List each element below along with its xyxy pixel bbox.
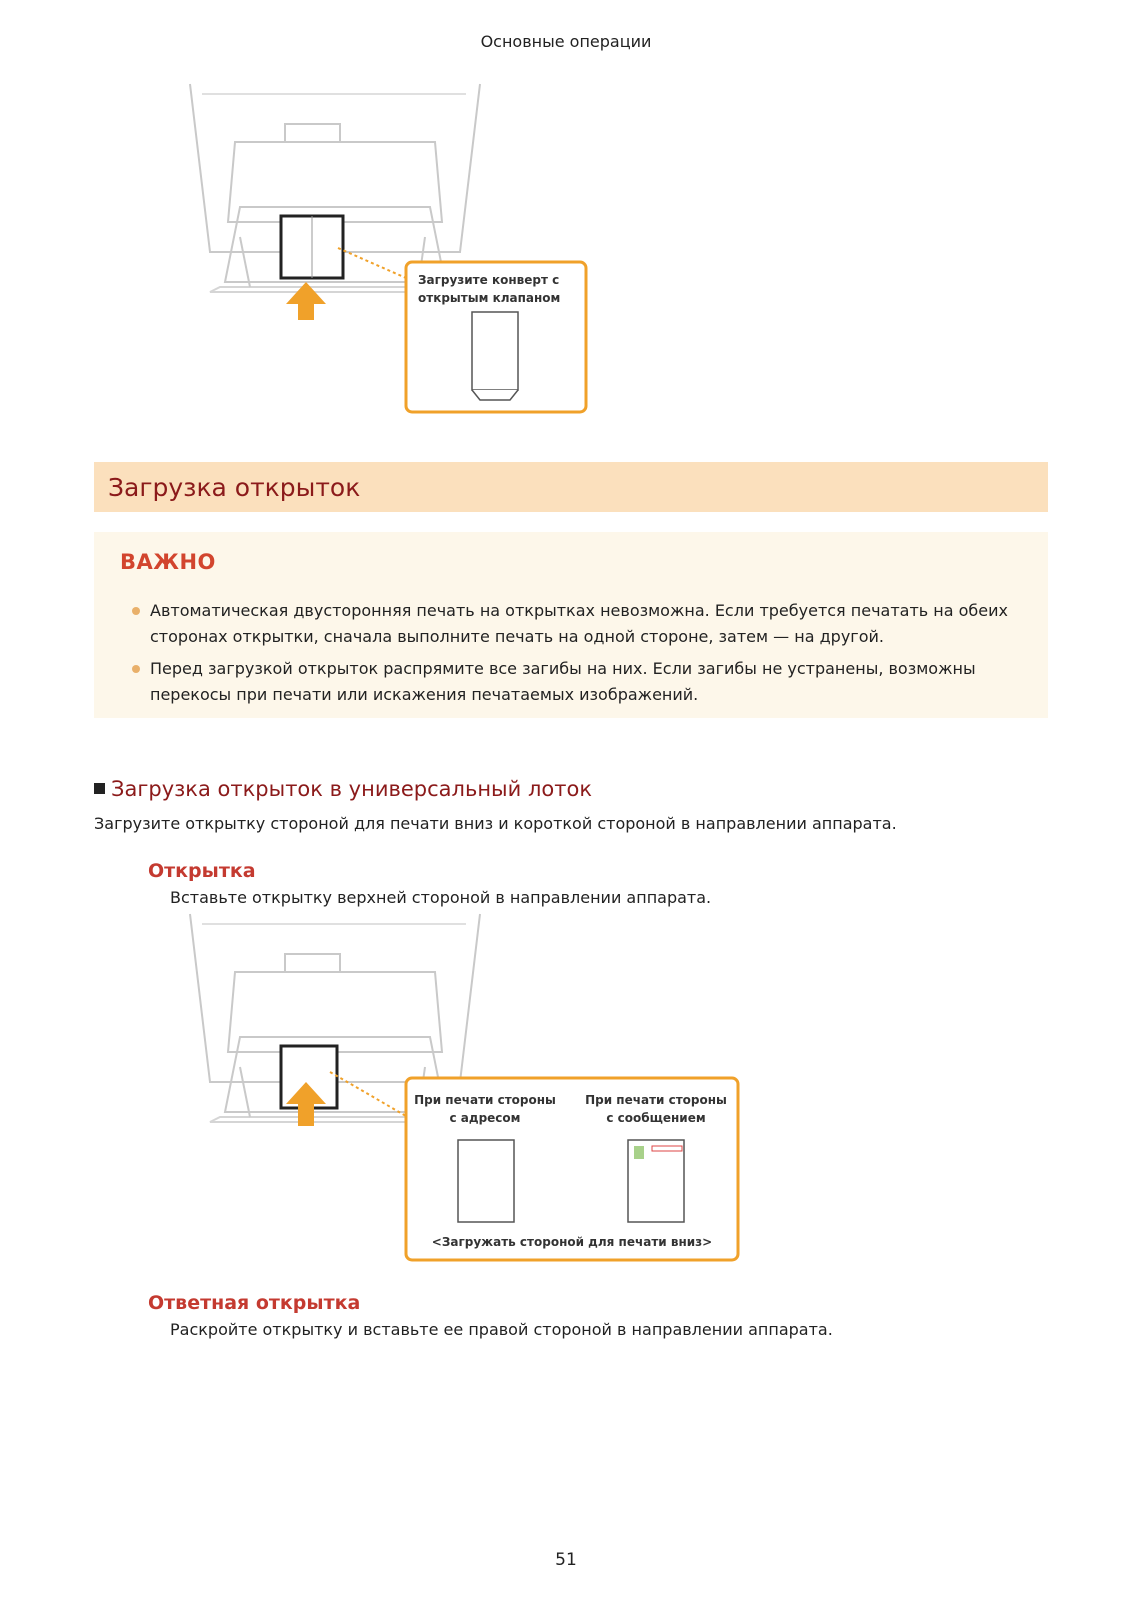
callout-message-line2: с сообщением: [606, 1111, 706, 1125]
open-flap-envelope-icon: [472, 312, 518, 400]
subsection-intro: Загрузите открытку стороной для печати вниз и короткой стороной в направлении аппарата.: [94, 814, 897, 833]
envelope-loading-illustration: [180, 82, 610, 422]
callout-message-line1: При печати стороны: [585, 1093, 727, 1107]
important-item: Перед загрузкой открыток распрямите все загибы на них. Если загибы не устранены, возможны перекосы при печати или искажения печатаемых изображений.: [132, 656, 1012, 708]
bullet-dot-icon: [132, 665, 140, 673]
running-header: Основные операции: [480, 32, 652, 51]
callout-address-line1: При печати стороны: [414, 1093, 556, 1107]
address-side-postcard-icon: [458, 1140, 514, 1222]
bullet-dot-icon: [132, 607, 140, 615]
important-title: ВАЖНО: [120, 550, 216, 574]
postcard-loading-illustration: [180, 912, 750, 1268]
reply-postcard-instruction: Раскройте открытку и вставьте ее правой стороной в направлении аппарата.: [170, 1320, 833, 1339]
postcard-instruction: Вставьте открытку верхней стороной в направлении аппарата.: [170, 888, 712, 907]
subsection-title: Загрузка открыток в универсальный лоток: [94, 777, 592, 801]
callout-load-face-down: <Загружать стороной для печати вниз>: [431, 1235, 713, 1249]
postcard-heading: Открытка: [148, 860, 256, 882]
message-side-postcard-icon: [628, 1140, 684, 1222]
section-title-bar: [94, 462, 1048, 512]
square-bullet-icon: [94, 783, 105, 794]
callout-address-line2: с адресом: [449, 1111, 521, 1125]
page-number: 51: [555, 1550, 577, 1570]
callout-text-line1: Загрузите конверт с: [418, 273, 560, 287]
important-item: Автоматическая двусторонняя печать на открытках невозможна. Если требуется печатать на обеих сторонах открытки, сначала выполните печать на одной стороне, затем — на другой.: [132, 598, 1012, 650]
envelope-in-tray: [281, 216, 343, 278]
important-notice: [94, 532, 1048, 718]
reply-postcard-heading: Ответная открытка: [148, 1292, 361, 1314]
callout-text-line2: открытым клапаном: [418, 291, 561, 305]
section-title: Загрузка открыток: [108, 473, 361, 502]
callout-leader-line: [330, 1072, 406, 1116]
